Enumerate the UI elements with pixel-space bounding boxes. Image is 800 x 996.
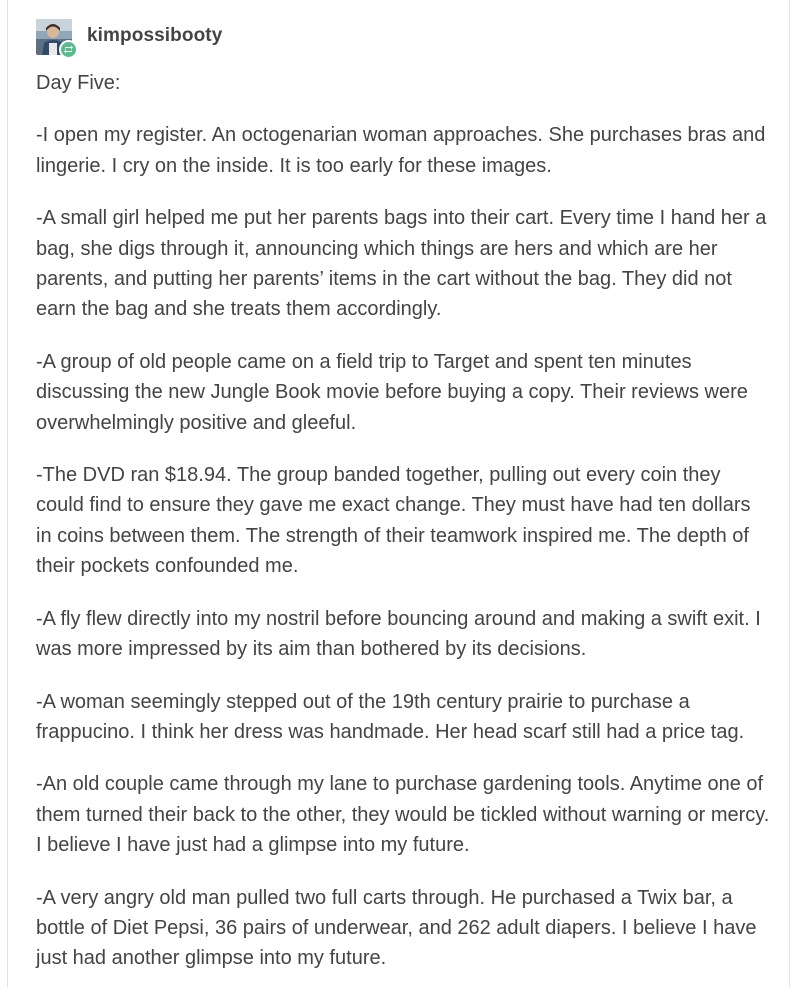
post-paragraph: -A woman seemingly stepped out of the 19th century prairie to purchase a frappucino. I think her dress was handmade. Her head scarf still had a price tag. <box>36 690 745 743</box>
post-body <box>36 68 771 996</box>
post-paragraph: -A very angry old man pulled two full carts through. He purchased a Twix bar, a bottle of Diet Pepsi, 36 pairs of underwear, and 262 adult diapers. I believe I have just had another glimpse into my future. <box>36 886 757 970</box>
post-paragraph: -A fly flew directly into my nostril before bouncing around and making a swift exit. I was more impressed by its aim than bothered by its decisions. <box>36 607 761 661</box>
post-paragraph: -I open my register. An octogenarian woman approaches. She purchases bras and lingerie. I cry on the inside. It is too early for these images. <box>36 124 766 177</box>
post-paragraph: Day Five: <box>36 72 121 94</box>
username-link[interactable]: kimpossibooty <box>87 25 223 46</box>
post-paragraph: -An old couple came through my lane to purchase gardening tools. Anytime one of them turned their back to the other, they would be tickled without warning or mercy. I believe I have just had a glimpse into my future. <box>36 773 770 857</box>
post-header <box>36 18 222 56</box>
post-paragraph: -A group of old people came on a field trip to Target and spent ten minutes discussing the new Jungle Book movie before buying a copy. Their reviews were overwhelmingly positive and gleeful. <box>36 350 748 434</box>
post-paragraph: -The DVD ran $18.94. The group banded together, pulling out every coin they could find to ensure they gave me exact change. They must have had ten dollars in coins between them. The strength of their teamwork inspired me. The depth of their pockets confounded me. <box>36 464 751 578</box>
post-paragraph: -A small girl helped me put her parents bags into their cart. Every time I hand her a bag, she digs through it, announcing which things are hers and which are her parents, and putting her parents’ items in the cart without the bag. They did not earn the bag and she treats them accordingly. <box>36 207 767 321</box>
avatar-wrap[interactable] <box>36 19 72 55</box>
post-card <box>7 0 790 987</box>
reblog-icon <box>59 40 78 59</box>
